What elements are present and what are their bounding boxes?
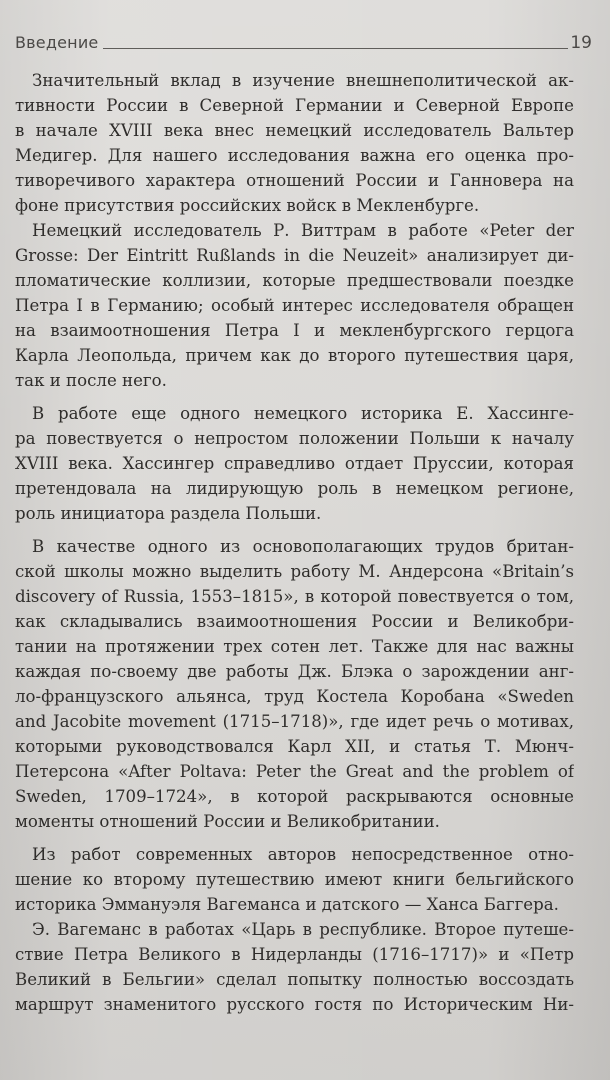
text-line: Немецкий исследователь Р. Виттрам в работе «Peter der xyxy=(32,221,574,240)
text-line: discovery of Russia, 1553–1815», в которой повествуется о том, xyxy=(15,587,574,606)
text-line: Петра I в Германию; особый интерес исследователя обращен xyxy=(15,296,574,315)
text-line: В работе еще одного немецкого историка Е. Хассинге- xyxy=(32,404,574,423)
text-line: Э. Вагеманс в работах «Царь в республике. Второе путеше- xyxy=(32,920,574,939)
text-line: Из работ современных авторов непосредственное отно- xyxy=(32,845,574,864)
text-line: Значительный вклад в изучение внешнеполитической ак- xyxy=(32,71,574,90)
text-line: ствие Петра Великого в Нидерланды (1716–1717)» и «Петр xyxy=(15,945,574,964)
text-line: XVIII века. Хассингер справедливо отдает Пруссии, которая xyxy=(15,454,574,473)
text-line: Grosse: Der Eintritt Rußlands in die Neuzeit» анализирует ди- xyxy=(15,246,574,265)
body-text xyxy=(15,68,574,1017)
text-line: Карла Леопольда, причем как до второго путешествия царя, xyxy=(15,346,574,365)
text-line: В качестве одного из основополагающих трудов британ- xyxy=(32,537,574,556)
text-line: которыми руководствовался Карл XII, и статья Т. Мюнч- xyxy=(15,737,574,756)
text-line: в начале XVIII века внес немецкий исследователь Вальтер xyxy=(15,121,574,140)
running-header xyxy=(15,33,592,55)
text-line: Петерсона «After Poltava: Peter the Great and the problem of xyxy=(15,762,574,781)
text-line: каждая по-своему две работы Дж. Блэка о зарождении анг- xyxy=(15,662,574,681)
text-line: так и после него. xyxy=(15,371,167,390)
text-line: тиворечивого характера отношений России и Ганновера на xyxy=(15,171,574,190)
text-line: Sweden, 1709–1724», в которой раскрываются основные xyxy=(15,787,574,806)
text-line: историка Эммануэля Вагеманса и датского — Ханса Баггера. xyxy=(15,895,559,914)
text-line: ло-французского альянса, труд Костела Коробана «Sweden xyxy=(15,687,574,706)
text-line: как складывались взаимоотношения России и Великобри- xyxy=(15,612,574,631)
text-line: ра повествуется о непростом положении Польши к началу xyxy=(15,429,574,448)
text-line: фоне присутствия российских войск в Мекленбурге. xyxy=(15,196,480,215)
text-line: Великий в Бельгии» сделал попытку полностью воссоздать xyxy=(15,970,574,989)
running-section-title: Введение xyxy=(15,33,99,52)
text-line: Медигер. Для нашего исследования важна его оценка про- xyxy=(15,146,574,165)
header-rule xyxy=(103,48,568,49)
text-line: пломатические коллизии, которые предшествовали поездке xyxy=(15,271,574,290)
text-line: претендовала на лидирующую роль в немецком регионе, xyxy=(15,479,574,498)
text-line: на взаимоотношения Петра I и мекленбургского герцога xyxy=(15,321,574,340)
text-line: ской школы можно выделить работу М. Андерсона «Britain’s xyxy=(15,562,574,581)
page-number: 19 xyxy=(570,33,592,53)
text-line: and Jacobite movement (1715–1718)», где идет речь о мотивах, xyxy=(15,712,574,731)
text-line: тании на протяжении трех сотен лет. Также для нас важны xyxy=(15,637,574,656)
text-line: маршрут знаменитого русского гостя по Историческим Ни- xyxy=(15,995,574,1014)
text-line: шение ко второму путешествию имеют книги бельгийского xyxy=(15,870,574,889)
text-line: роль инициатора раздела Польши. xyxy=(15,504,322,523)
text-line: моменты отношений России и Великобритании. xyxy=(15,812,440,831)
text-line: тивности России в Северной Германии и Северной Европе xyxy=(15,96,574,115)
